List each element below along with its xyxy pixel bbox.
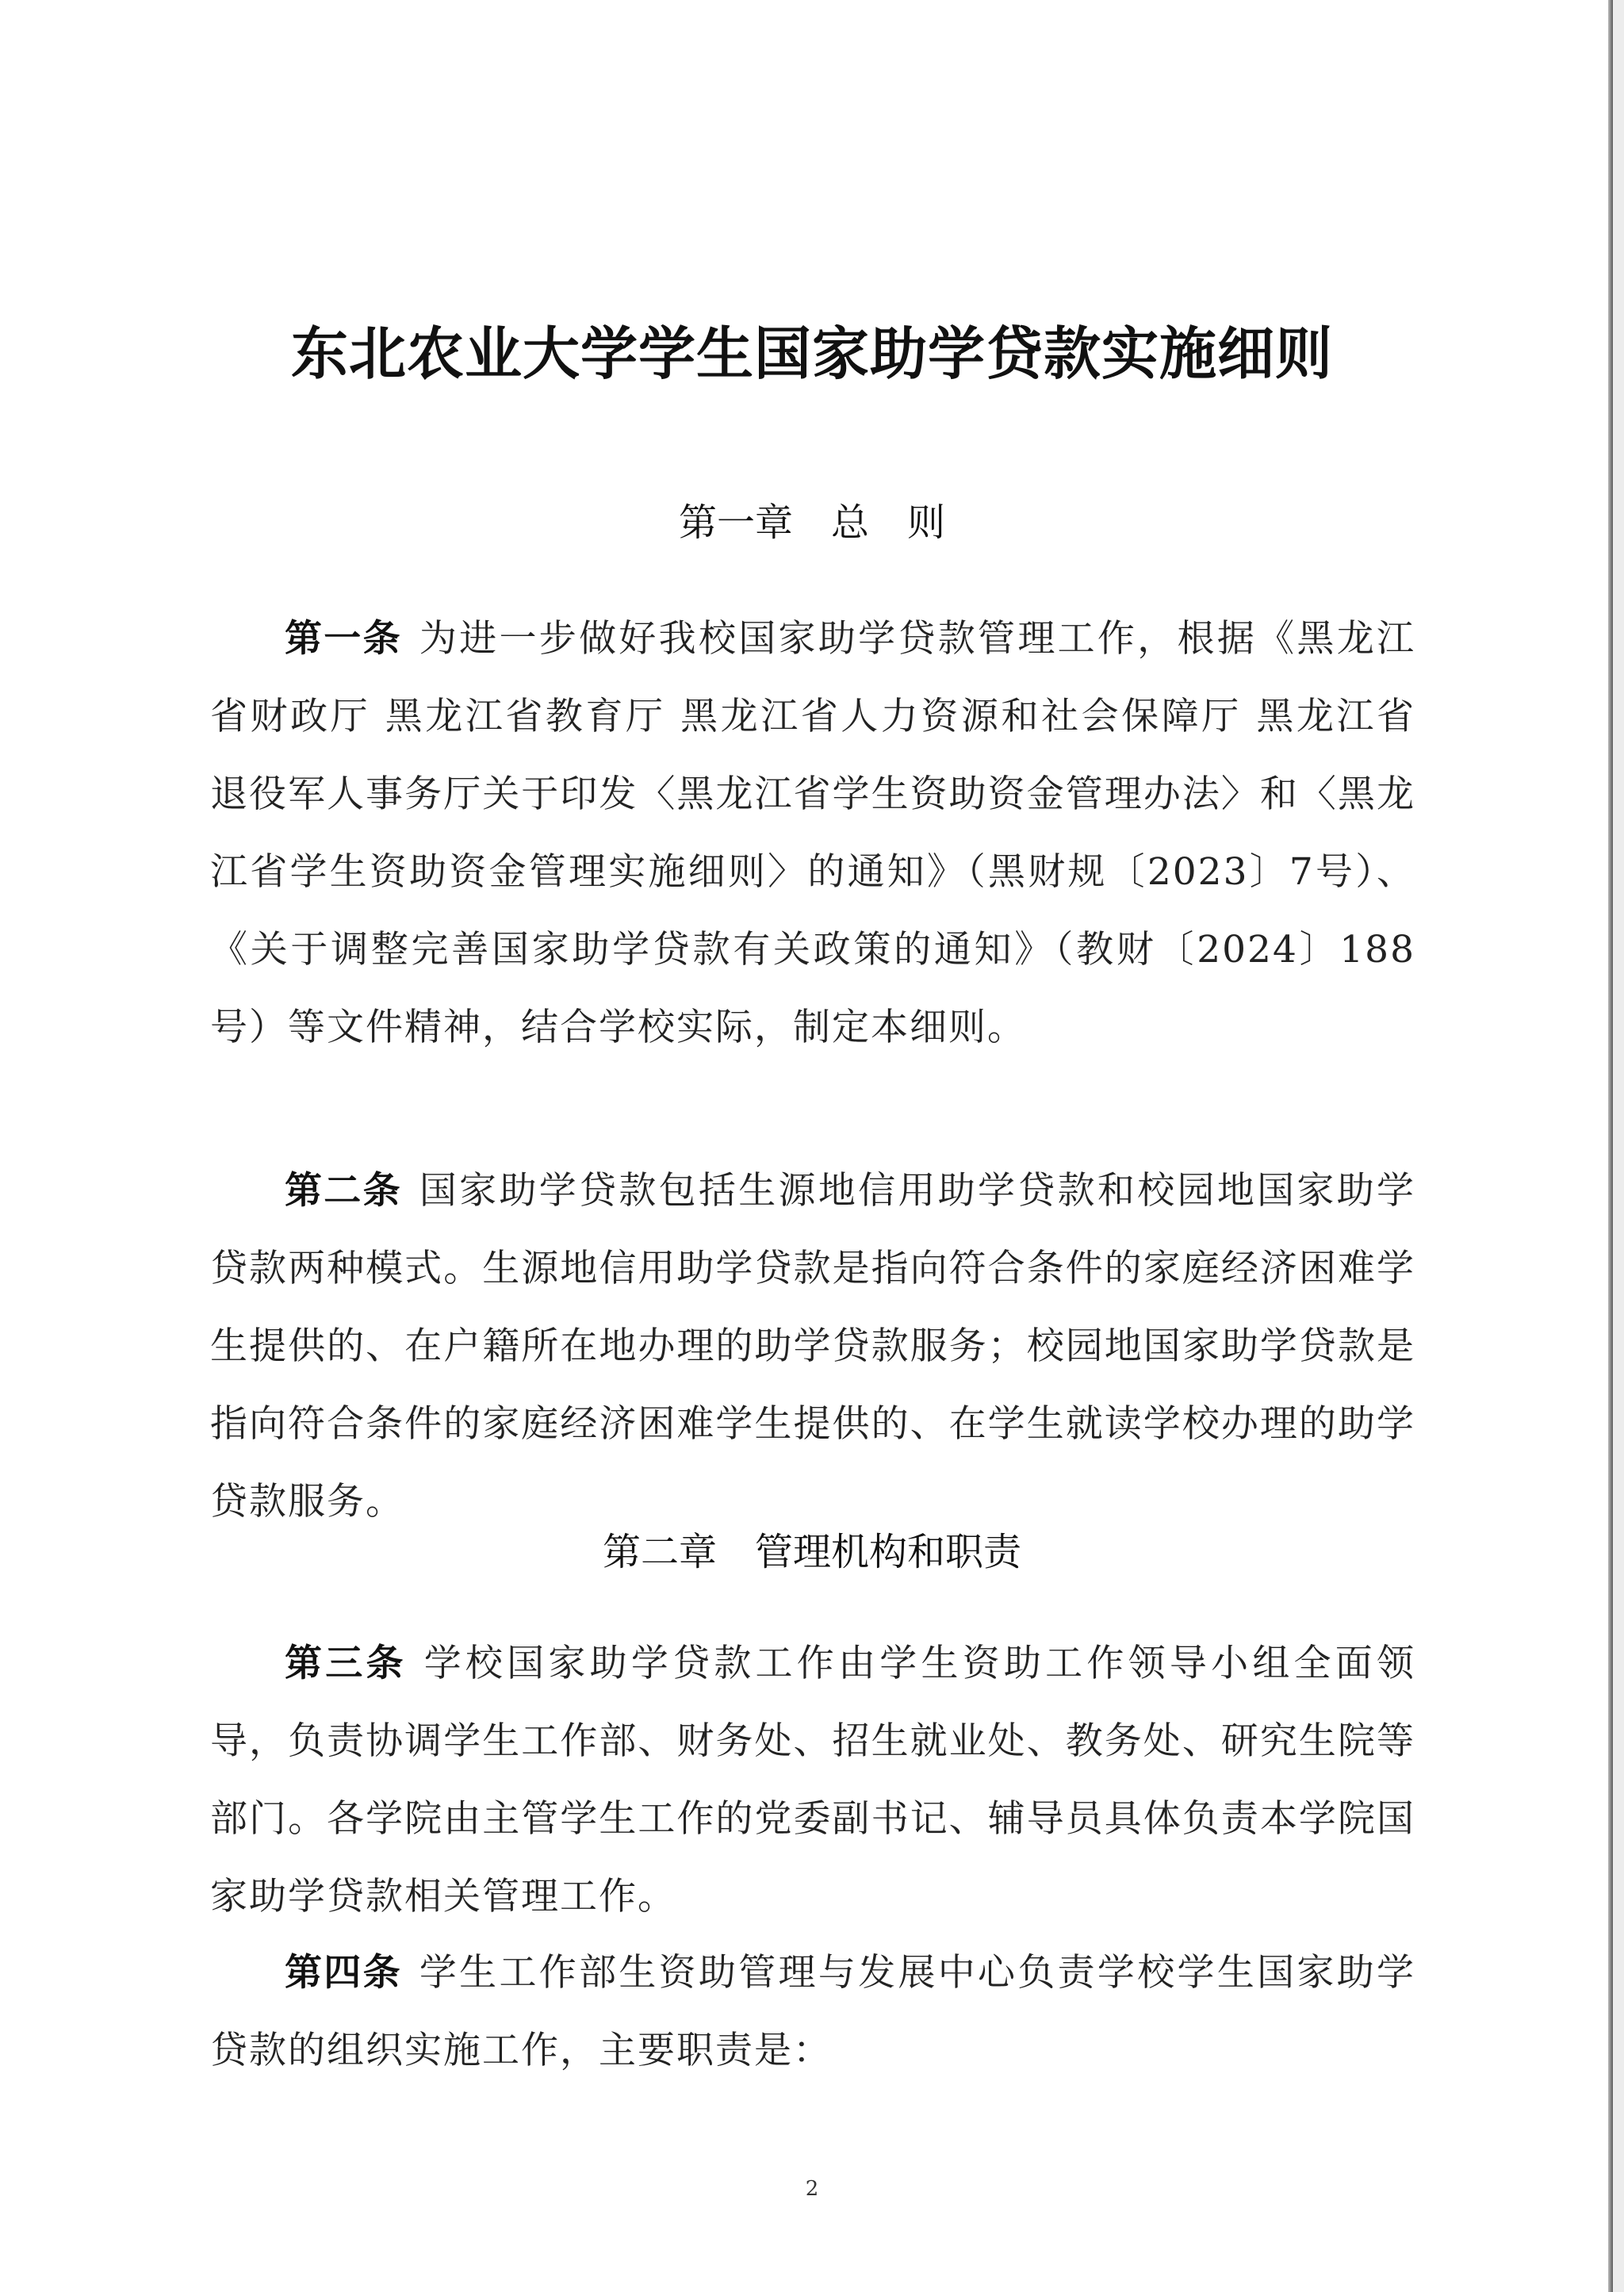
article-text: 国家助学贷款包括生源地信用助学贷款和校园地国家助学贷款两种模式。生源地信用助学贷款是指向符合条件的家庭经济困难学生提供的、在户籍所在地办理的助学贷款服务；校园地国家助学贷款是指向符合条件的家庭经济困难学生提供的、在学生就读学校办理的助学贷款服务。 [210, 1169, 1416, 1524]
article-2 [210, 1152, 1415, 1541]
article-text: 学生工作部生资助管理与发展中心负责学校学生国家助学贷款的组织实施工作，主要职责是： [210, 1951, 1416, 2072]
article-4 [210, 1934, 1415, 2090]
article-1 [210, 600, 1415, 1067]
article-text: 为进一步做好我校国家助学贷款管理工作，根据《黑龙江省财政厅 黑龙江省教育厅 黑龙江省人力资源和社会保障厅 黑龙江省退役军人事务厅关于印发〈黑龙江省学生资助资金管理办法〉和〈黑龙江省学生资助资金管理实施细则〉的通知》（黑财规〔2023〕7号）、《关于调整完善国家助学贷款有关政策的通知》（教财〔2024〕188号）等文件精神，结合学校实际，制定本细则。 [210, 617, 1416, 1049]
page-number: 2 [805, 2177, 819, 2201]
article-3 [210, 1625, 1415, 1936]
article-label: 第一条 [285, 617, 402, 661]
chapter-heading-1: 第一章 总 则 [678, 500, 945, 545]
article-text: 学校国家助学贷款工作由学生资助工作领导小组全面领导，负责协调学生工作部、财务处、招生就业处、教务处、研究生院等部门。各学院由主管学生工作的党委副书记、辅导员具体负责本学院国家助学贷款相关管理工作。 [210, 1642, 1416, 1918]
article-label: 第三条 [285, 1642, 407, 1685]
document-title: 东北农业大学学生国家助学贷款实施细则 [290, 320, 1333, 387]
chapter-heading-2: 第二章 管理机构和职责 [602, 1530, 1021, 1574]
article-label: 第四条 [285, 1951, 402, 1995]
article-label: 第二条 [285, 1169, 402, 1213]
